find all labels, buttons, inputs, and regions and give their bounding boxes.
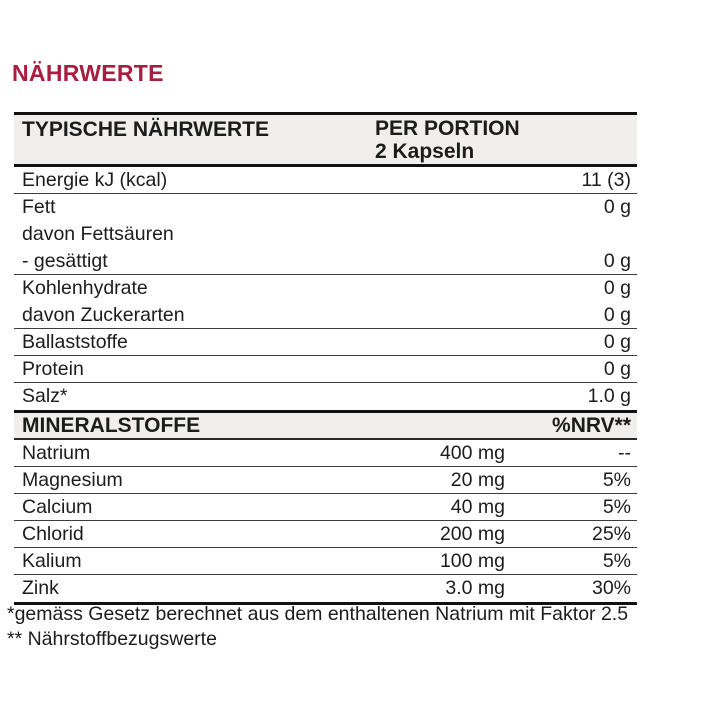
nutrient-value: 0 g [603,331,631,353]
nutrient-value: 1.0 g [587,385,631,407]
nutrient-label: - gesättigt [22,250,108,272]
nutrient-value: 0 g [603,250,631,272]
minerals-header-nrv-label: %NRV** [552,414,631,437]
footnote-salt-factor: *gemäss Gesetz berechnet aus dem enthaltenen Natrium mit Faktor 2.5 [7,603,629,625]
nutrient-row-energie [14,167,637,194]
nutrient-row-gesaettigt [14,248,637,275]
nutrition-table [14,112,637,605]
nutrient-value: 0 g [603,277,631,299]
mineral-row-natrium [14,440,637,467]
nutrient-label: Protein [22,358,84,380]
minerals-section-header [14,410,637,440]
table-header-row [14,115,637,167]
nutrient-value: 0 g [603,196,631,218]
nutrient-label: davon Fettsäuren [22,223,174,245]
mineral-nrv: 5% [602,469,631,491]
mineral-row-chlorid [14,521,637,548]
minerals-header-label: MINERALSTOFFE [22,414,201,437]
mineral-row-calcium [14,494,637,521]
nutrient-label: Energie kJ (kcal) [22,169,168,191]
header-serving-size-label: 2 Kapseln [375,140,475,163]
nutrient-value [505,221,637,248]
mineral-amount: 40 mg [450,496,505,518]
footnote-nrv-definition: ** Nährstoffbezugswerte [7,627,217,650]
mineral-label: Kalium [22,550,82,572]
mineral-label: Calcium [22,496,93,518]
mineral-nrv: 25% [591,523,631,545]
page-title: NÄHRWERTE [12,60,164,86]
nutrient-row-davon-fettsaeuren [14,221,637,248]
mineral-amount: 400 mg [439,442,505,464]
mineral-label: Zink [22,577,59,599]
nutrient-label: davon Zuckerarten [22,304,185,326]
nutrient-value: 0 g [603,358,631,380]
mineral-nrv: 30% [591,577,631,599]
nutrient-label: Kohlenhydrate [22,277,148,299]
nutrient-row-protein [14,356,637,383]
nutrient-row-fett [14,194,637,221]
mineral-label: Chlorid [22,523,84,545]
header-per-portion-block [375,117,637,163]
mineral-amount: 20 mg [450,469,505,491]
mineral-label: Magnesium [22,469,123,491]
mineral-row-zink [14,575,637,602]
mineral-row-kalium [14,548,637,575]
header-typical-values-label: TYPISCHE NÄHRWERTE [22,118,269,141]
footnotes [7,602,628,651]
nutrient-label: Ballaststoffe [22,331,128,353]
mineral-row-magnesium [14,467,637,494]
mineral-label: Natrium [22,442,91,464]
nutrient-row-ballaststoffe [14,329,637,356]
mineral-amount: 100 mg [439,550,505,572]
nutrient-row-salz [14,383,637,410]
nutrient-label: Fett [22,196,56,218]
header-per-portion-label: PER PORTION [375,117,520,140]
mineral-amount: 3.0 mg [445,577,505,599]
nutrient-row-kohlenhydrate [14,275,637,302]
mineral-amount: 200 mg [439,523,505,545]
mineral-nrv: -- [618,442,631,464]
nutrient-value: 0 g [603,304,631,326]
mineral-nrv: 5% [602,496,631,518]
nutrient-value: 11 (3) [581,169,631,191]
mineral-nrv: 5% [602,550,631,572]
nutrient-row-davon-zuckerarten [14,302,637,329]
nutrient-label: Salz* [22,385,68,407]
